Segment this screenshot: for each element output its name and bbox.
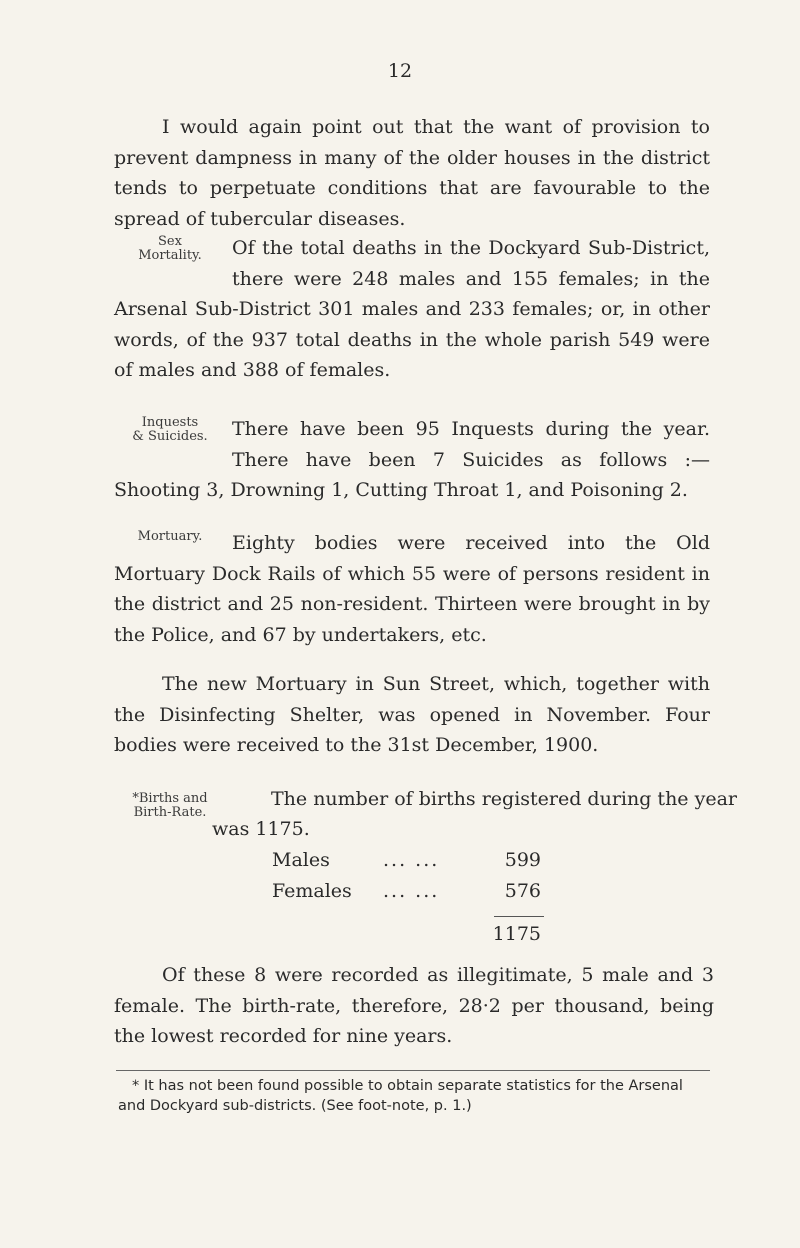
inquests-text: There have been 95 Inquests during the year. There have been 7 Suicides as follows :—Shooting 3, Drowning 1, Cutting Throat 1, and Poisoning 2.: [114, 418, 710, 501]
mortuary-note: Mortuary.: [137, 529, 203, 544]
sex-mortality-note-line2: Mortality.: [138, 248, 202, 263]
females-label: Females: [272, 880, 352, 902]
new-mortuary-paragraph: The new Mortuary in Sun Street, which, together with the Disinfecting Shelter, was opened in November. Four bodies were received to the 31st December, 1900.: [114, 673, 710, 756]
males-label: Males: [272, 849, 330, 871]
births-note-line2: Birth-Rate.: [133, 805, 207, 820]
males-leader: ... ...: [383, 849, 440, 871]
births-margin-note: [112, 792, 228, 820]
births-total-row: [0, 923, 800, 953]
sex-mortality-text: Of the total deaths in the Dockyard Sub-District, there were 248 males and 155 females; in the Arsenal Sub-District 301 males and 233 females; or, in other words, of the 937 total deaths in the whole parish 549 were of males and 388 of females.: [114, 237, 710, 381]
total-rule: [494, 916, 544, 917]
total-value: 1175: [492, 923, 541, 945]
sex-mortality-paragraph: [114, 233, 710, 386]
births-text-line2: was 1175.: [212, 818, 310, 840]
females-leader: ... ...: [383, 880, 440, 902]
inquests-note-line1: Inquests: [141, 415, 199, 430]
mortuary-paragraph: [114, 528, 710, 650]
footnote: * It has not been found possible to obtain separate statistics for the Arsenal and Dockyard sub-districts. (See foot-note, p. 1.): [118, 1078, 683, 1114]
males-value: 599: [504, 849, 541, 871]
illegitimate-paragraph: Of these 8 were recorded as illegitimate, 5 male and 3 female. The birth-rate, therefore, 28·2 per thousand, being the lowest recorded for nine years.: [114, 964, 714, 1047]
mortuary-text: Eighty bodies were received into the Old Mortuary Dock Rails of which 55 were of persons resident in the district and 25 non-resident. Thirteen were brought in by the Police, and 67 by undertakers, etc.: [114, 532, 710, 646]
births-females-row: [0, 880, 800, 910]
intro-paragraph: I would again point out that the want of provision to prevent dampness in many of the older houses in the district tends to perpetuate conditions that are favourable to the spread of tubercular diseases.: [114, 116, 710, 230]
inquests-note-line2: & Suicides.: [132, 429, 208, 444]
page-number: 12: [387, 60, 413, 82]
footnote-divider: [116, 1070, 710, 1071]
births-males-row: [0, 849, 800, 879]
inquests-margin-note: [108, 414, 232, 454]
sex-mortality-note-line1: Sex: [158, 234, 182, 249]
births-text-line1: The number of births registered during the year: [271, 788, 737, 810]
inquests-paragraph: [114, 414, 710, 506]
sex-mortality-margin-note: [108, 233, 232, 273]
births-note-line1: *Births and: [132, 791, 208, 806]
mortuary-margin-note: [108, 528, 232, 552]
females-value: 576: [504, 880, 541, 902]
